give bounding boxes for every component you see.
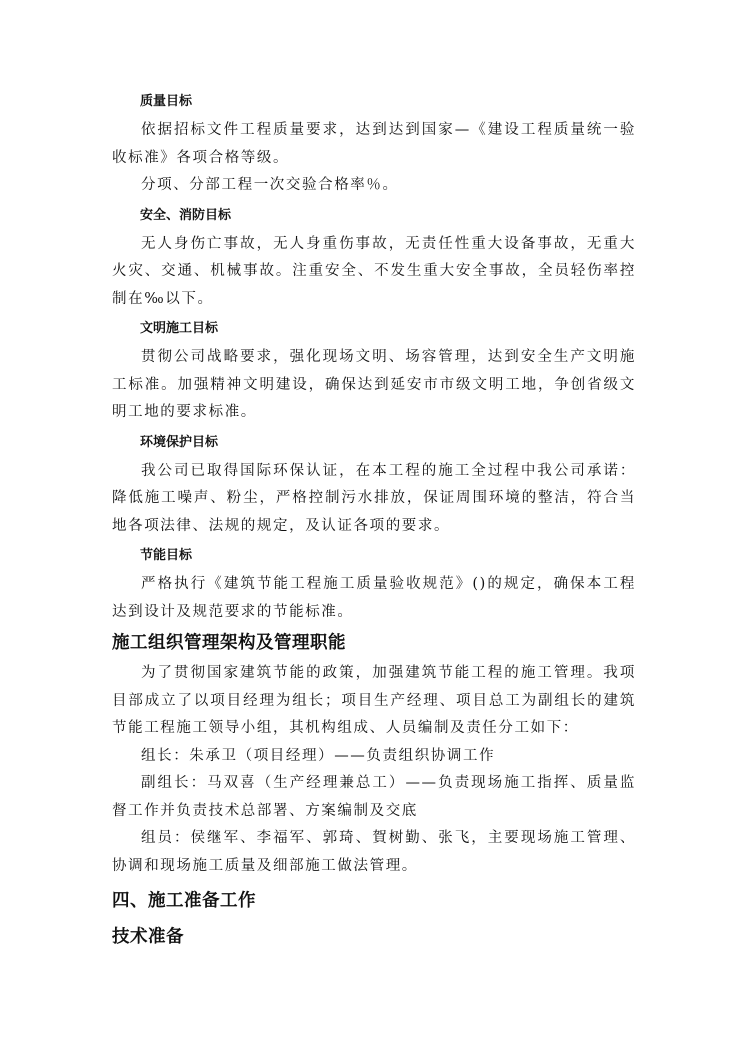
paragraph: 严格执行《建筑节能工程施工质量验收规范》()的规定，确保本工程达到设计及规范要求的节能标准。 bbox=[112, 576, 636, 620]
paragraph: 副组长：马双喜（生产经理兼总工）——负责现场施工指挥、质量监督工作并负责技术总部署、方案编制及交底 bbox=[112, 775, 636, 819]
section-heading-safety: 安全、消防目标 bbox=[140, 207, 232, 223]
paragraph: 贯彻公司战略要求，强化现场文明、场容管理，达到安全生产文明施工标准。加强精神文明建设，确保达到延安市市级文明工地，争创省级文明工地的要求标准。 bbox=[112, 349, 636, 420]
paragraph: 组长：朱承卫（项目经理）——负责组织协调工作 bbox=[141, 747, 496, 764]
section-heading-environment: 环境保护目标 bbox=[140, 434, 219, 450]
org-heading: 施工组织管理架构及管理职能 bbox=[112, 633, 346, 653]
paragraph: 依据招标文件工程质量要求，达到达到国家—《建设工程质量统一验收标准》各项合格等级。 bbox=[112, 122, 636, 166]
tech-prep-heading: 技术准备 bbox=[112, 927, 184, 947]
document-page bbox=[112, 86, 636, 954]
section-heading-civilized: 文明施工目标 bbox=[140, 321, 219, 336]
paragraph: 组员：侯继军、李福军、郭琦、賀树勤、张飞，主要现场施工管理、协调和现场施工质量及细部施工做法管理。 bbox=[112, 830, 636, 874]
section-heading-quality: 质量目标 bbox=[140, 94, 193, 109]
section-heading-energy: 节能目标 bbox=[140, 548, 193, 563]
prep-heading: 四、施工准备工作 bbox=[112, 891, 256, 911]
paragraph: 分项、分部工程一次交验合格率％。 bbox=[141, 177, 399, 193]
paragraph: 为了贯彻国家建筑节能的政策，加强建筑节能工程的施工管理。我项目部成立了以项目经理为组长；项目生产经理、项目总工为副组长的建筑节能工程施工领导小组，其机构组成、人员编制及责任分工如下： bbox=[112, 665, 636, 736]
paragraph: 我公司已取得国际环保认证，在本工程的施工全过程中我公司承诺：降低施工噪声、粉尘，严格控制污水排放，保证周围环境的整洁，符合当地各项法律、法规的规定，及认证各项的要求。 bbox=[112, 462, 636, 534]
paragraph: 无人身伤亡事故，无人身重伤事故，无责任性重大设备事故，无重大火灾、交通、机械事故。注重安全、不发生重大安全事故，全员轻伤率控制在‰以下。 bbox=[112, 235, 636, 307]
